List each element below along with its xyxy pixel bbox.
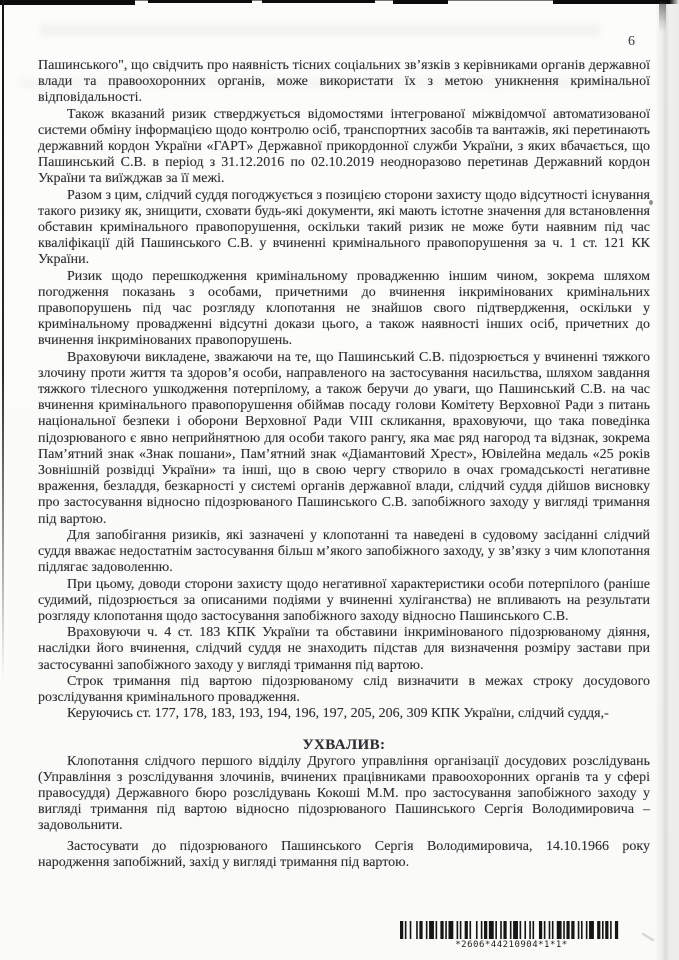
scan-artifact-speck xyxy=(659,2,666,32)
paragraph: Керуючись ст. 177, 178, 183, 193, 194, 196, 197, 205, 206, 309 КПК України, слідчий суддя,- xyxy=(67,706,609,722)
barcode-image xyxy=(400,921,623,939)
scan-artifact-top-segment xyxy=(148,0,252,3)
scan-artifact-top-segment xyxy=(262,0,375,3)
paragraph: Враховуючи ч. 4 ст. 183 КПК України та обставини інкримінованого підозрюваному діяння, наслідки його вчинення, слідчий суддя не знаходить підстав для визначення розміру застави при застосуванні запобіжного заходу у вигляді тримання під вартою. xyxy=(38,625,650,673)
barcode xyxy=(400,921,623,950)
document-body xyxy=(38,58,650,871)
paragraph: Застосувати до підозрюваного Пашинського Сергія Володимировича, 14.10.1966 року народження запобіжний, захід у вигляді тримання під вартою. xyxy=(38,838,650,870)
paragraph: Клопотання слідчого першого відділу Другого управління організації досудових розслідувань (Управління з розслідування злочинів, вчинених працівниками правоохоронних органів та у сфері правосуддя) Державного бюро розслідувань Кокоші М.М. про застосування запобіжного заходу у вигляді тримання під вартою відносно підозрюваного Пашинського Сергія Володимировича – задовольнити. xyxy=(38,753,650,834)
barcode-text: *2606*44210904*1*1* xyxy=(455,940,568,950)
paragraph: Пашинського", що свідчить про наявність тісних соціальних зв’язків з керівниками органів державної влади та правоохоронних органів, може використати їх з метою уникнення кримінальної відповідальності. xyxy=(38,58,650,106)
paragraph: При цьому, доводи сторони захисту щодо негативної характеристики особи потерпілого (раніше судимий, підозрюється за описаними подіями у вчиненні хуліганства) не впливають на результати розгляду клопотання щодо застосування запобіжного заходу відносно Пашинського С.В. xyxy=(38,576,650,624)
paragraph: Разом з цим, слідчий суддя погоджується з позицією сторони захисту щодо відсутності існування такого ризику як, знищити, сховати будь-які документи, які мають істотне значення для встановлення обставин кримінального правопорушення, оскільки такий ризик не може бути наявним під час кваліфікації дій Пашинського С.В. у вчиненні кримінального правопорушення за ч. 1 ст. 121 КК України. xyxy=(38,187,650,268)
scan-artifact-top-segment xyxy=(0,0,135,5)
scan-artifact-top-segment xyxy=(393,0,448,4)
paragraph: Строк тримання під вартою підозрюваному слід визначити в межах строку досудового розслідування кримінального провадження. xyxy=(38,673,650,705)
scan-artifact-right-edge xyxy=(655,0,679,960)
scan-artifact-smudge xyxy=(40,24,600,36)
scan-artifact-mark xyxy=(642,932,655,941)
scan-artifact-left-edge xyxy=(2,0,4,680)
resolution-heading: УХВАЛИВ: xyxy=(302,737,386,754)
paragraph: Ризик щодо перешкодження кримінальному провадженню іншим чином, зокрема шляхом погодження показань з особами, причетними до вчинення інкримінованих кримінальних правопорушень під час розгляду клопотання не знайшов свого підтвердження, оскільки у кримінальному провадженні відсутні докази цього, а також наявності інших осіб, причетних до вчинення інкримінованих правопорушень. xyxy=(38,268,650,349)
page-number: 6 xyxy=(628,34,635,49)
paragraph: Враховуючи викладене, зважаючи на те, що Пашинський С.В. підозрюється у вчиненні тяжкого злочину проти життя та здоров’я особи, направленого на застосування насильства, шляхом завдання тяжкого тілесного ушкодження потерпілому, а також беручи до уваги, що Пашинський С.В. на час вчинення кримінального правопорушення обіймав посаду голови Комітету Верховної Ради з питань національної безпеки і оборони Верховної Ради VIII скликання, враховуючи, що така поведінка підозрюваного є явно неприйнятною для особи такого рангу, яка має ряд нагород та відзнак, зокрема Пам’ятний знак «Знак пошани», Пам’ятний знак «Діамантовий Хрест», Ювілейна медаль «25 років Зовнішній розвідці України» та інші, що в свою чергу створило в очах громадськості негативне враження, безладдя, безкарності у системі органів державної влади, слідчий суддя дійшов висновку про застосування відносно підозрюваного Пашинського С.В. запобіжного заходу у вигляді тримання під вартою. xyxy=(38,349,650,527)
paragraph: Також вказаний ризик стверджується відомостями інтегрованої міжвідомчої автоматизованої системи обміну інформацією щодо контролю осіб, транспортних засобів та вантажів, які перетинають державний кордон України «ГАРТ» Державної прикордонної служби України, з яких вбачається, що Пашинський С.В. в період з 31.12.2016 по 02.10.2019 неодноразово перетинав Державний кордон України та виїжджав за її межі. xyxy=(38,106,650,187)
paragraph: Для запобігання ризиків, які зазначені у клопотанні та наведені в судовому засіданні слідчий суддя вважає недостатнім застосування більш м’якого запобіжного заходу, у зв’язку з чим клопотання підлягає задоволенню. xyxy=(38,527,650,576)
